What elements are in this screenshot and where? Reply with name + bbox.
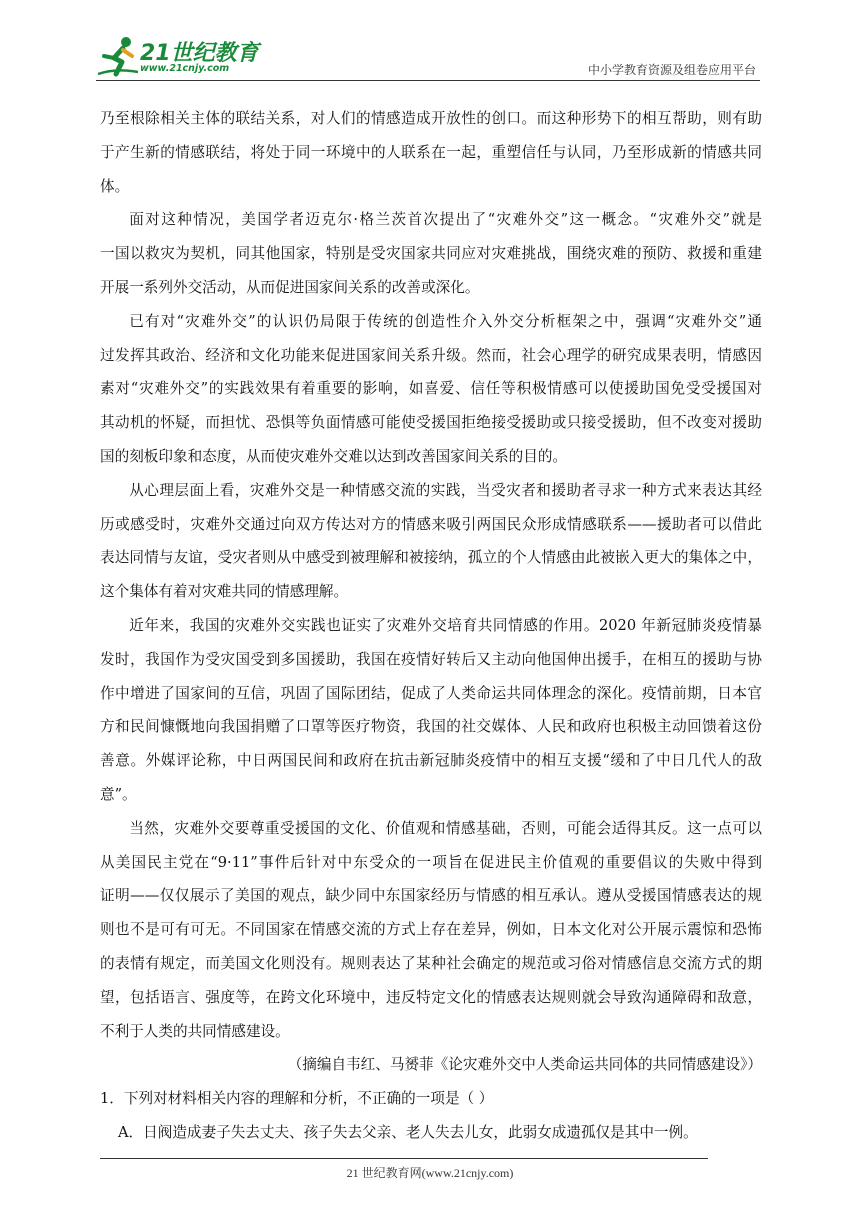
text-line: 开展一系列外交活动，从而促进国家间关系的改善或深化。 <box>100 278 480 296</box>
page-footer: 21 世纪教育网(www.21cnjy.com) <box>346 1166 514 1180</box>
paragraph-list <box>100 102 762 1048</box>
logo-url: www.21cnjy.com <box>140 63 230 74</box>
text-line: 面对这种情况，美国学者迈克尔·格兰茨首次提出了“灾难外交”这一概念。“灾难外交”就是 <box>129 211 762 229</box>
text-line: 方和民间慷慨地向我国捐赠了口罩等医疗物资，我国的社交媒体、人民和政府也积极主动回馈着这份 <box>100 718 762 736</box>
paragraph <box>100 609 762 812</box>
question-1: 1．下列对材料相关内容的理解和分析，不正确的一项是（ ） <box>100 1090 494 1108</box>
footer-divider <box>100 1158 708 1159</box>
paragraph <box>100 102 762 203</box>
text-line: 从美国民主党在“9·11”事件后针对中东受众的一项旨在促进民主价值观的重要倡议的失败中得到 <box>100 853 762 871</box>
text-line: 国的刻板印象和态度，从而使灾难外交难以达到改善国家间关系的目的。 <box>100 447 568 465</box>
logo <box>96 34 266 80</box>
text-line: 意”。 <box>100 785 137 803</box>
text-line: 则也不是可有可无。不同国家在情感交流的方式上存在差异，例如，日本文化对公开展示震惊和恐怖 <box>100 921 762 939</box>
text-line: 乃至根除相关主体的联结关系，对人们的情感造成开放性的创口。而这种形势下的相互帮助，则有助 <box>100 110 762 127</box>
text-line: 当然，灾难外交要尊重受援国的文化、价值观和情感基础，否则，可能会适得其反。这一点可以 <box>129 819 762 837</box>
text-line: 证明——仅仅展示了美国的观点，缺少同中东国家经历与情感的相互承认。遵从受援国情感表达的规 <box>100 887 762 905</box>
text-line: 不利于人类的共同情感建设。 <box>100 1022 290 1040</box>
text-line: 望，包括语言、强度等，在跨文化环境中，违反特定文化的情感表达规则就会导致沟通障碍和敌意， <box>100 988 762 1006</box>
text-line: 近年来，我国的灾难外交实践也证实了灾难外交培育共同情感的作用。2020 年新冠肺炎疫情暴 <box>129 616 762 634</box>
source-citation: （摘编自韦红、马赟菲《论灾难外交中人类命运共同体的共同情感建设》） <box>287 1056 762 1074</box>
article-body <box>100 102 762 1150</box>
text-line: 的表情有规定，而美国文化则没有。规则表达了某种社会确定的规范或习俗对情感信息交流方式的期 <box>100 954 762 972</box>
text-line: 善意。外媒评论称，中日两国民间和政府在抗击新冠肺炎疫情中的相互支援“缓和了中日几代人的敌 <box>100 752 762 770</box>
platform-title: 中小学教育资源及组卷应用平台 <box>587 63 756 77</box>
text-line: 作中增进了国家间的互信，巩固了国际团结，促成了人类命运共同体理念的深化。疫情前期，日本官 <box>100 684 762 702</box>
text-line: 过发挥其政治、经济和文化功能来促进国家间关系升级。然而，社会心理学的研究成果表明，情感因 <box>100 346 762 364</box>
paragraph <box>100 203 762 304</box>
text-line: 表达同情与友谊，受灾者则从中感受到被理解和被接纳，孤立的个人情感由此被嵌入更大的集体之中， <box>100 549 762 567</box>
paragraph <box>100 305 762 474</box>
text-line: 一国以救灾为契机，同其他国家，特别是受灾国家共同应对灾难挑战，围绕灾难的预防、救援和重建 <box>100 245 762 263</box>
text-line: 历或感受时，灾难外交通过向双方传达对方的情感来吸引两国民众形成情感联系——援助者可以借此 <box>100 515 762 533</box>
text-line: 素对“灾难外交”的实践效果有着重要的影响，如喜爱、信任等积极情感可以使援助国免受受援国对 <box>100 380 762 398</box>
text-line: 体。 <box>100 177 130 195</box>
text-line: 已有对“灾难外交”的认识仍局限于传统的创造性介入外交分析框架之中，强调“灾难外交”通 <box>129 312 762 330</box>
text-line: 其动机的怀疑，而担忧、恐惧等负面情感可能使受援国拒绝接受援助或只接受援助，但不改变对援助 <box>100 414 762 432</box>
option-a: A．日阀造成妻子失去丈夫、孩子失去父亲、老人失去儿女，此弱女成遗孤仅是其中一例。 <box>118 1123 698 1141</box>
page-header <box>96 34 760 82</box>
text-line: 从心理层面上看，灾难外交是一种情感交流的实践，当受灾者和援助者寻求一种方式来表达其经 <box>129 481 762 499</box>
runner-logo-icon <box>96 34 140 80</box>
text-line: 这个集体有着对灾难共同的情感理解。 <box>100 583 349 601</box>
text-line: 于产生新的情感联结，将处于同一环境中的人联系在一起，重塑信任与认同，乃至形成新的情感共同 <box>100 143 762 161</box>
header-divider <box>96 80 760 81</box>
paragraph <box>100 812 762 1049</box>
text-line: 发时，我国作为受灾国受到多国援助，我国在疫情好转后又主动向他国伸出援手，在相互的援助与协 <box>100 650 762 668</box>
paragraph <box>100 474 762 609</box>
logo-text: 21世纪教育 <box>140 41 259 66</box>
